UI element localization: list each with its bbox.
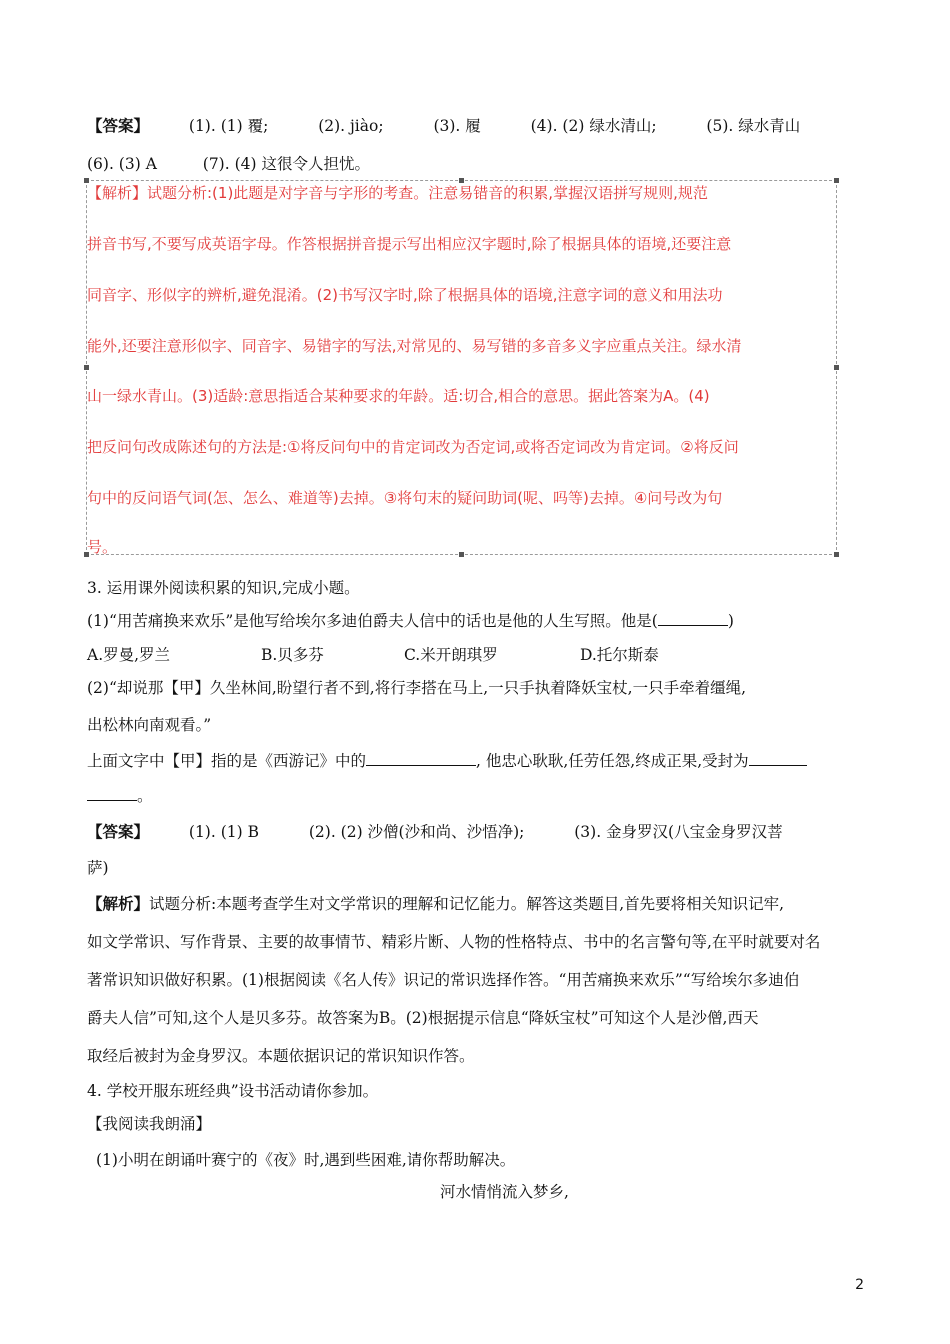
answer-part: (3). 金身罗汉(八宝金身罗汉菩 — [574, 823, 783, 841]
analysis-2-line: 取经后被封为金身罗汉。本题依据识记的常识知识作答。 — [87, 1047, 475, 1065]
analysis-line: 山一绿水青山。(3)适龄:意思指适合某种要求的年龄。适:切合,相合的意思。据此答案为A。(4) — [87, 387, 710, 405]
question-4-title: 4. 学校开服东班经典”设书活动请你参加。 — [87, 1082, 379, 1100]
answer-part: (1). (1) 覆; — [188, 117, 269, 135]
answer-blank[interactable] — [658, 611, 728, 626]
analysis-line: 能外,还要注意形似字、同音字、易错字的写法,对常见的、易写错的多音多义字应重点关注。绿水清 — [87, 337, 742, 355]
question-3-2-line-3: 上面文字中【甲】指的是《西游记》中的 , 他忠心耿耿,任劳任怨,终成正果,受封为 — [87, 751, 807, 771]
resize-handle[interactable] — [834, 365, 839, 370]
poem-line: 河水情悄流入梦乡, — [440, 1183, 569, 1201]
option-d: D.托尔斯泰 — [580, 646, 659, 664]
analysis-label: 【解析】 — [87, 894, 150, 913]
answer-blank[interactable] — [87, 786, 137, 801]
question-3-2-line-2: 出松林向南观看。” — [87, 716, 212, 734]
answer-part: (2). (2) 沙僧(沙和尚、沙悟净); — [308, 823, 525, 841]
question-3-2-line-1: (2)“却说那【甲】久坐林间,盼望行者不到,将行李搭在马上,一只手执着降妖宝杖,一只手牵着缰绳, — [87, 679, 747, 697]
analysis-line: 同音字、形似字的辨析,避免混淆。(2)书写汉字时,除了根据具体的语境,注意字词的意义和用法功 — [87, 286, 723, 304]
resize-handle[interactable] — [834, 178, 839, 183]
question-3-title: 3. 运用课外阅读积累的知识,完成小题。 — [87, 579, 360, 597]
option-a: A.罗曼,罗兰 — [87, 646, 171, 664]
question-4-1: (1)小明在朗诵叶赛宁的《夜》时,遇到些困难,请你帮助解决。 — [96, 1151, 516, 1169]
analysis-line: 号。 — [87, 538, 118, 556]
answer-part: (1). (1) B — [188, 823, 259, 841]
resize-handle[interactable] — [459, 552, 464, 557]
option-c: C.米开朗琪罗 — [404, 646, 498, 664]
answer-line-2 — [87, 154, 370, 174]
question-4-section: 【我阅读我朗涌】 — [87, 1115, 212, 1133]
answer-part: (4). (2) 绿水清山; — [530, 117, 657, 135]
analysis-2-line: 爵夫人信”可知,这个人是贝多芬。故答案为B。(2)根据提示信息“降妖宝杖”可知这个人是沙僧,西天 — [87, 1009, 759, 1027]
analysis-2-line: 如文学常识、写作背景、主要的故事情节、精彩片断、人物的性格特点、书中的名言警句等,在平时就要对名 — [87, 933, 821, 951]
answer-label: 【答案】 — [87, 822, 150, 841]
answer-blank[interactable] — [366, 751, 476, 766]
question-3-2-line-4: 。 — [87, 786, 153, 806]
analysis-2-line: 著常识知识做好积累。(1)根据阅读《名人传》识记的常识选择作答。“用苦痛换来欢乐”“写给埃尔多迪伯 — [87, 971, 800, 989]
resize-handle[interactable] — [834, 552, 839, 557]
analysis-2-line: 【解析】试题分析:本题考查学生对文学常识的理解和记忆能力。解答这类题目,首先要将相关知识记牢, — [87, 894, 785, 913]
page-number: 2 — [855, 1277, 864, 1293]
analysis-line: 【解析】试题分析:(1)此题是对字音与字形的考查。注意易错音的积累,掌握汉语拼写规则,规范 — [87, 184, 708, 202]
answer-line-4: 萨) — [87, 859, 109, 877]
analysis-line: 句中的反问语气词(怎、怎么、难道等)去掉。③将句末的疑问助词(呢、吗等)去掉。④问号改为句 — [87, 489, 723, 507]
option-b: B.贝多芬 — [261, 646, 324, 664]
analysis-line: 把反问句改成陈述句的方法是:①将反问句中的肯定词改为否定词,或将否定词改为肯定词。②将反问 — [87, 438, 739, 456]
answer-part: (3). 履 — [433, 117, 481, 135]
answer-line-3 — [87, 822, 783, 842]
question-3-options — [87, 645, 659, 665]
analysis-line: 拼音书写,不要写成英语字母。作答根据拼音提示写出相应汉字题时,除了根据具体的语境,还要注意 — [87, 235, 732, 253]
answer-label: 【答案】 — [87, 116, 150, 135]
answer-blank[interactable] — [749, 751, 807, 766]
answer-part: (2). jiào; — [318, 117, 384, 135]
answer-part: (7). (4) 这很令人担忧。 — [202, 155, 370, 173]
answer-part: (6). (3) A — [87, 155, 157, 173]
question-3-1: (1)“用苦痛换来欢乐”是他写给埃尔多迪伯爵夫人信中的话也是他的人生写照。他是( ) — [87, 612, 734, 630]
answer-part: (5). 绿水青山 — [706, 117, 801, 135]
answer-line-1 — [87, 116, 800, 136]
resize-handle[interactable] — [84, 365, 89, 370]
